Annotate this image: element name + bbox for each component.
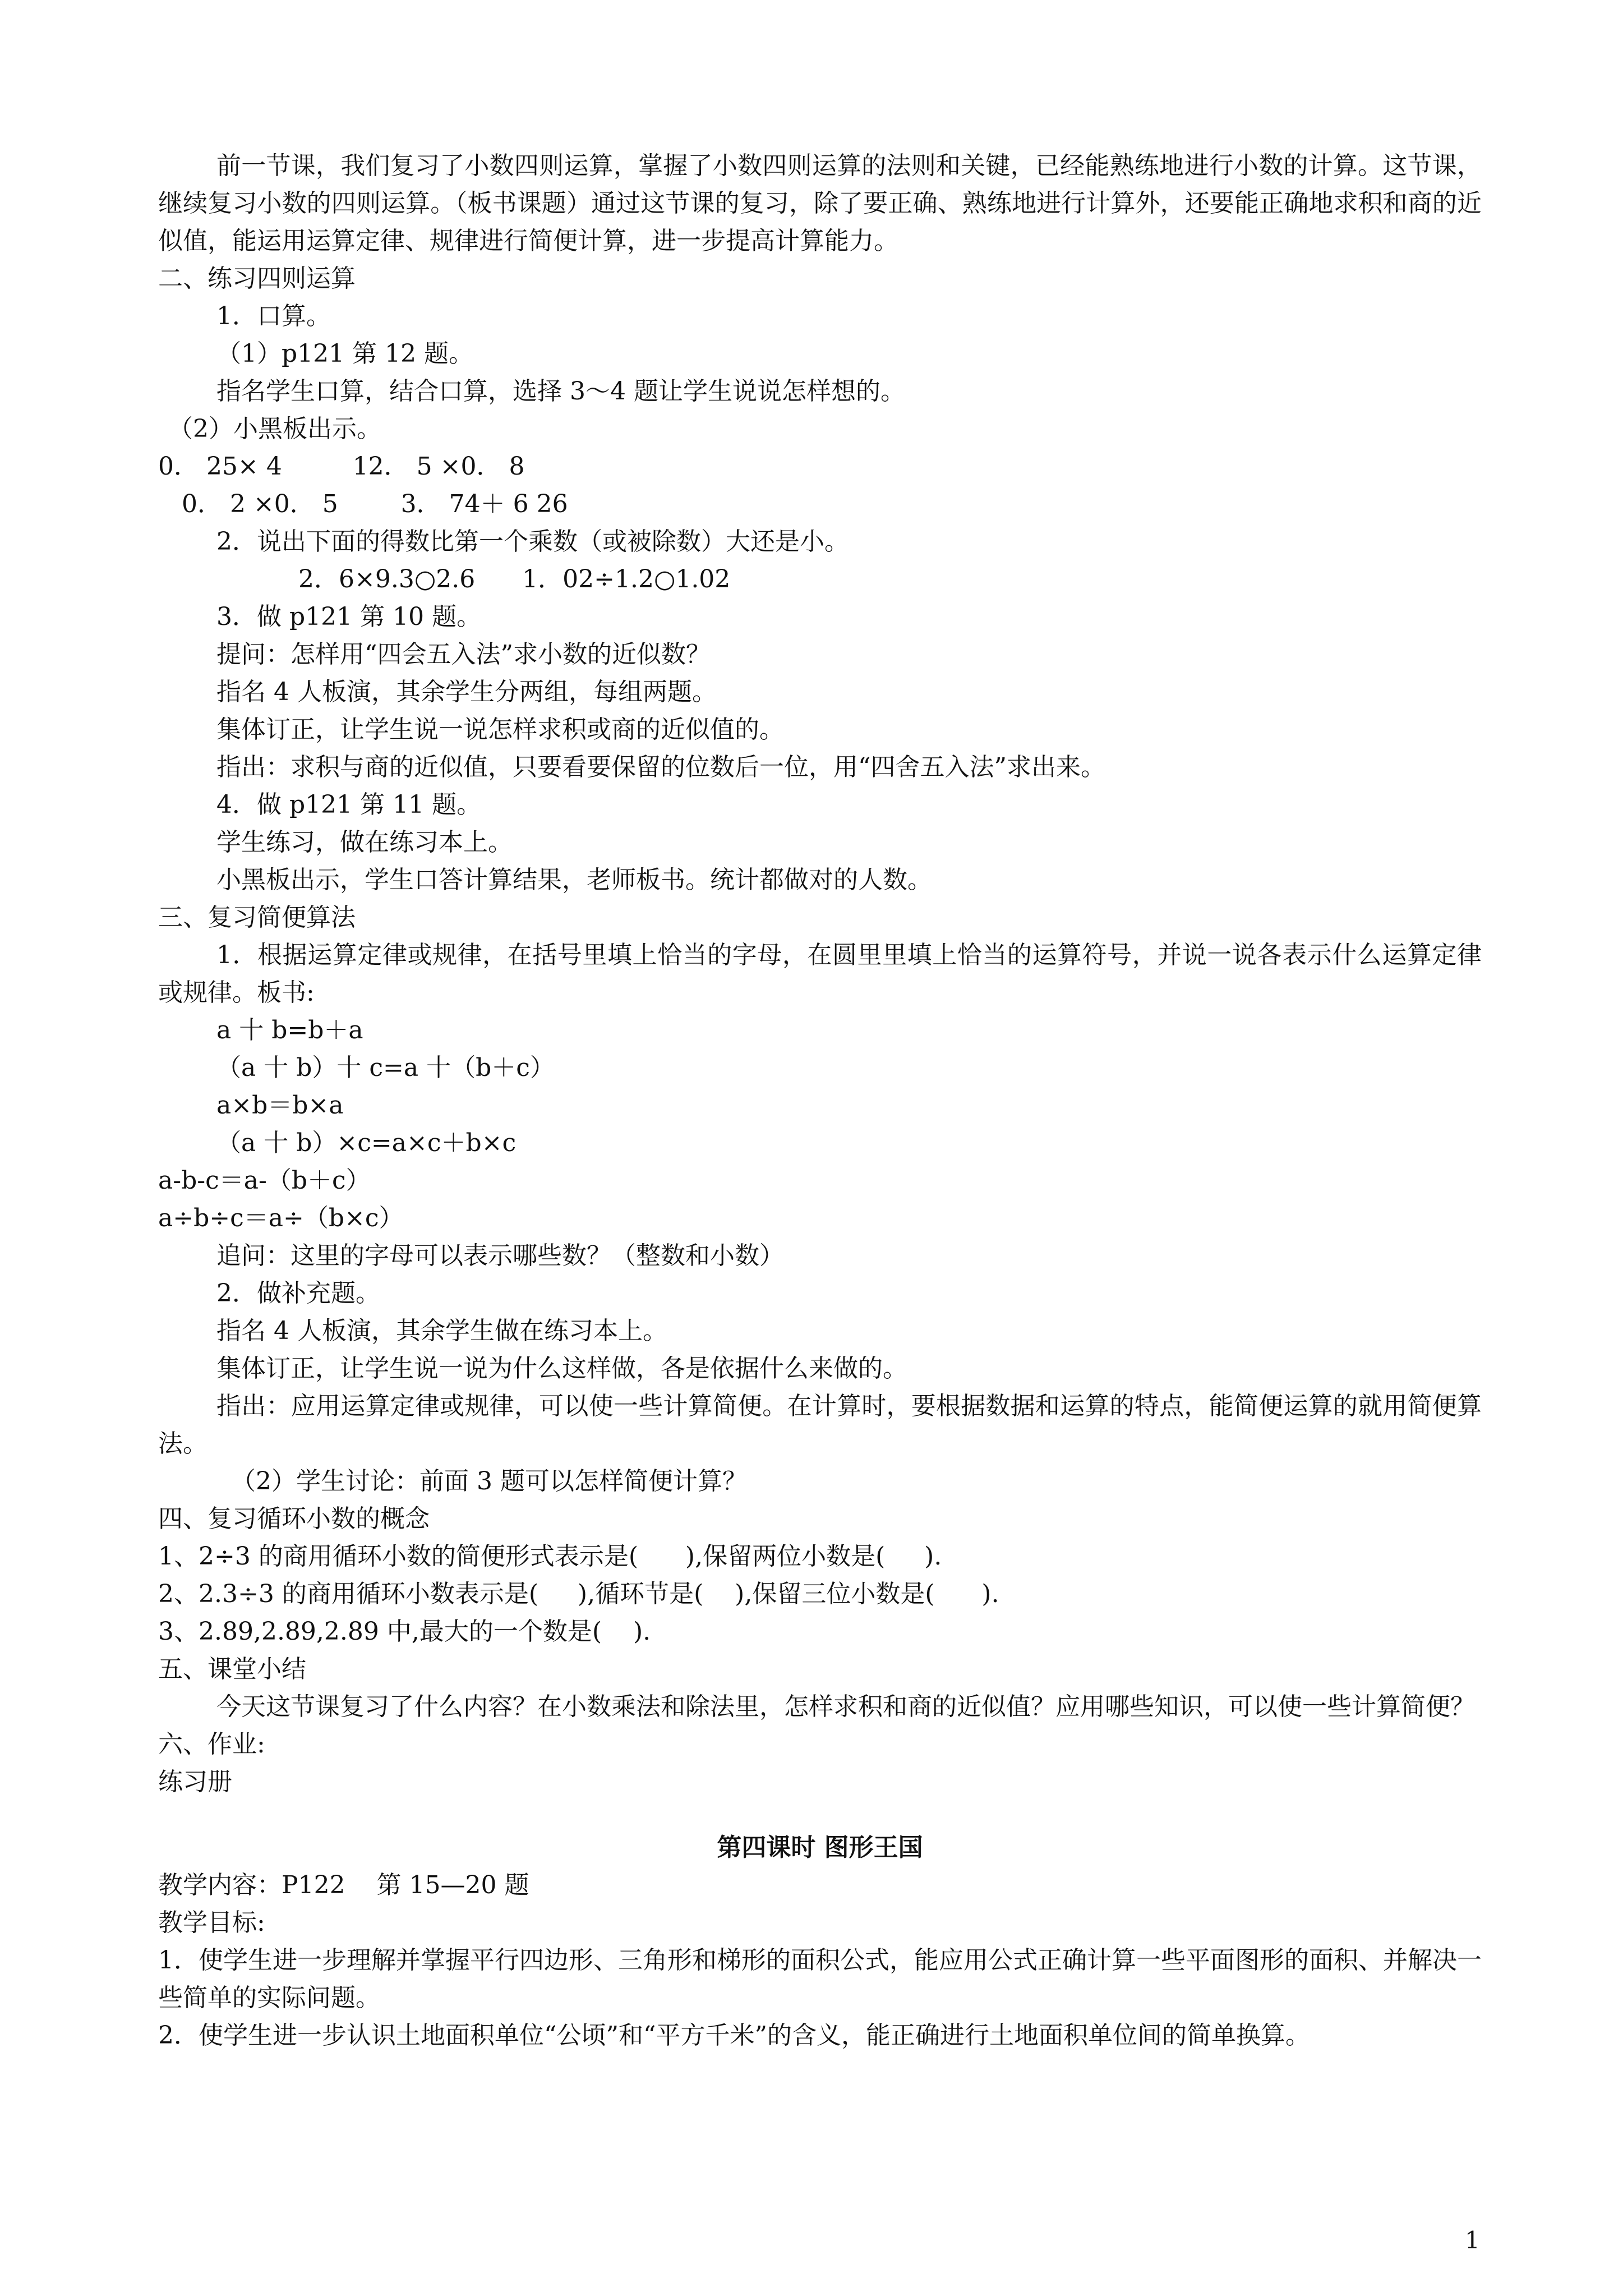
law-line: a×b＝b×a — [216, 1091, 344, 1120]
paragraph: 指名 4 人板演，其余学生做在练习本上。 — [216, 1317, 667, 1345]
section-heading: 六、作业: — [158, 1730, 265, 1759]
section-heading: 四、复习循环小数的概念 — [158, 1504, 430, 1533]
spacer — [158, 1801, 1482, 1829]
paragraph: 追问：这里的字母可以表示哪些数？（整数和小数） — [216, 1241, 784, 1270]
section-heading: 二、练习四则运算 — [158, 264, 356, 293]
question-line: 3、2.89,2.89,2.89 中,最大的一个数是( ). — [158, 1617, 651, 1646]
question-line: 1、2÷3 的商用循环小数的简便形式表示是( ),保留两位小数是( ). — [158, 1542, 942, 1571]
paragraph: 指出：求积与商的近似值，只要看要保留的位数后一位，用“四舍五入法”求出来。 — [216, 753, 1105, 781]
paragraph: 学生练习，做在练习本上。 — [216, 828, 513, 857]
paragraph: 指名学生口算，结合口算，选择 3～4 题让学生说说怎样想的。 — [216, 377, 905, 406]
calc-line: 0． 2 ×0． 5 3． 74＋ 6 26 — [158, 490, 568, 518]
list-item: （1）p121 第 12 题。 — [216, 339, 474, 368]
paragraph: 提问：怎样用“四会五入法”求小数的近似数？ — [216, 640, 711, 669]
paragraph: 练习册 — [158, 1768, 232, 1796]
list-item: （2）小黑板出示。 — [168, 415, 381, 443]
paragraph: 教学内容：P122 第 15—20 题 — [158, 1871, 529, 1899]
intro-paragraph: 前一节课，我们复习了小数四则运算，掌握了小数四则运算的法则和关键，已经能熟练地进行小数的计算。这节课，继续复习小数的四则运算。（板书课题）通过这节课的复习，除了要正确、熟练地进行计算外，还要能正确地求积和商的近似值，能运用运算定律、规律进行简便计算，进一步提高计算能力。 — [158, 151, 1482, 255]
paragraph: 指名 4 人板演，其余学生分两组，每组两题。 — [216, 678, 717, 706]
question-line: 2、2.3÷3 的商用循环小数表示是( ),循环节是( ),保留三位小数是( ). — [158, 1580, 999, 1608]
law-line: （a 十 b）十 c=a 十（b＋c） — [216, 1053, 555, 1082]
lesson-heading: 第四课时 图形王国 — [717, 1833, 923, 1862]
paragraph: 集体订正，让学生说一说为什么这样做，各是依据什么来做的。 — [216, 1354, 907, 1383]
calc-line: 0． 25× 4 12． 5 ×0． 8 — [158, 452, 525, 481]
law-line: a 十 b=b＋a — [216, 1016, 363, 1045]
paragraph: 教学目标: — [158, 1908, 265, 1937]
section-heading: 五、课堂小结 — [158, 1655, 306, 1683]
list-item: 2．做补充题。 — [216, 1279, 380, 1308]
list-item: 2．说出下面的得数比第一个乘数（或被除数）大还是小。 — [216, 527, 849, 556]
list-item: 1．根据运算定律或规律，在括号里填上恰当的字母，在圆里里填上恰当的运算符号，并说一说各表示什么运算定律或规律。板书: — [158, 941, 1482, 1007]
paragraph: 集体订正，让学生说一说怎样求积或商的近似值的。 — [216, 715, 784, 744]
expression-line: 2．6×9.3○2.6 1．02÷1.2○1.02 — [298, 565, 731, 593]
law-line: a-b-c＝a-（b＋c） — [158, 1166, 371, 1195]
list-item: （2）学生讨论：前面 3 题可以怎样简便计算？ — [231, 1467, 747, 1496]
list-item: 3．做 p121 第 10 题。 — [216, 602, 482, 631]
section-heading: 三、复习简便算法 — [158, 903, 356, 932]
law-line: a÷b÷c＝a÷（b×c） — [158, 1204, 404, 1232]
law-line: （a 十 b）×c=a×c＋b×c — [216, 1129, 517, 1157]
paragraph: 指出：应用运算定律或规律，可以使一些计算简便。在计算时，要根据数据和运算的特点，能简便运算的就用简便算法。 — [158, 1392, 1482, 1458]
page-number: 1 — [1465, 2226, 1480, 2254]
paragraph: 今天这节课复习了什么内容？在小数乘法和除法里，怎样求积和商的近似值？应用哪些知识，可以使一些计算简便？ — [216, 1692, 1475, 1721]
paragraph: 小黑板出示，学生口答计算结果，老师板书。统计都做对的人数。 — [216, 866, 932, 894]
list-item: 2．使学生进一步认识土地面积单位“公顷”和“平方千米”的含义，能正确进行土地面积单位间的简单换算。 — [158, 2021, 1310, 2050]
list-item: 1．口算。 — [216, 302, 331, 330]
list-item: 4．做 p121 第 11 题。 — [216, 790, 482, 819]
document-body — [158, 147, 1482, 2054]
list-item: 1．使学生进一步理解并掌握平行四边形、三角形和梯形的面积公式，能应用公式正确计算一些平面图形的面积、并解决一些简单的实际问题。 — [158, 1946, 1482, 2012]
